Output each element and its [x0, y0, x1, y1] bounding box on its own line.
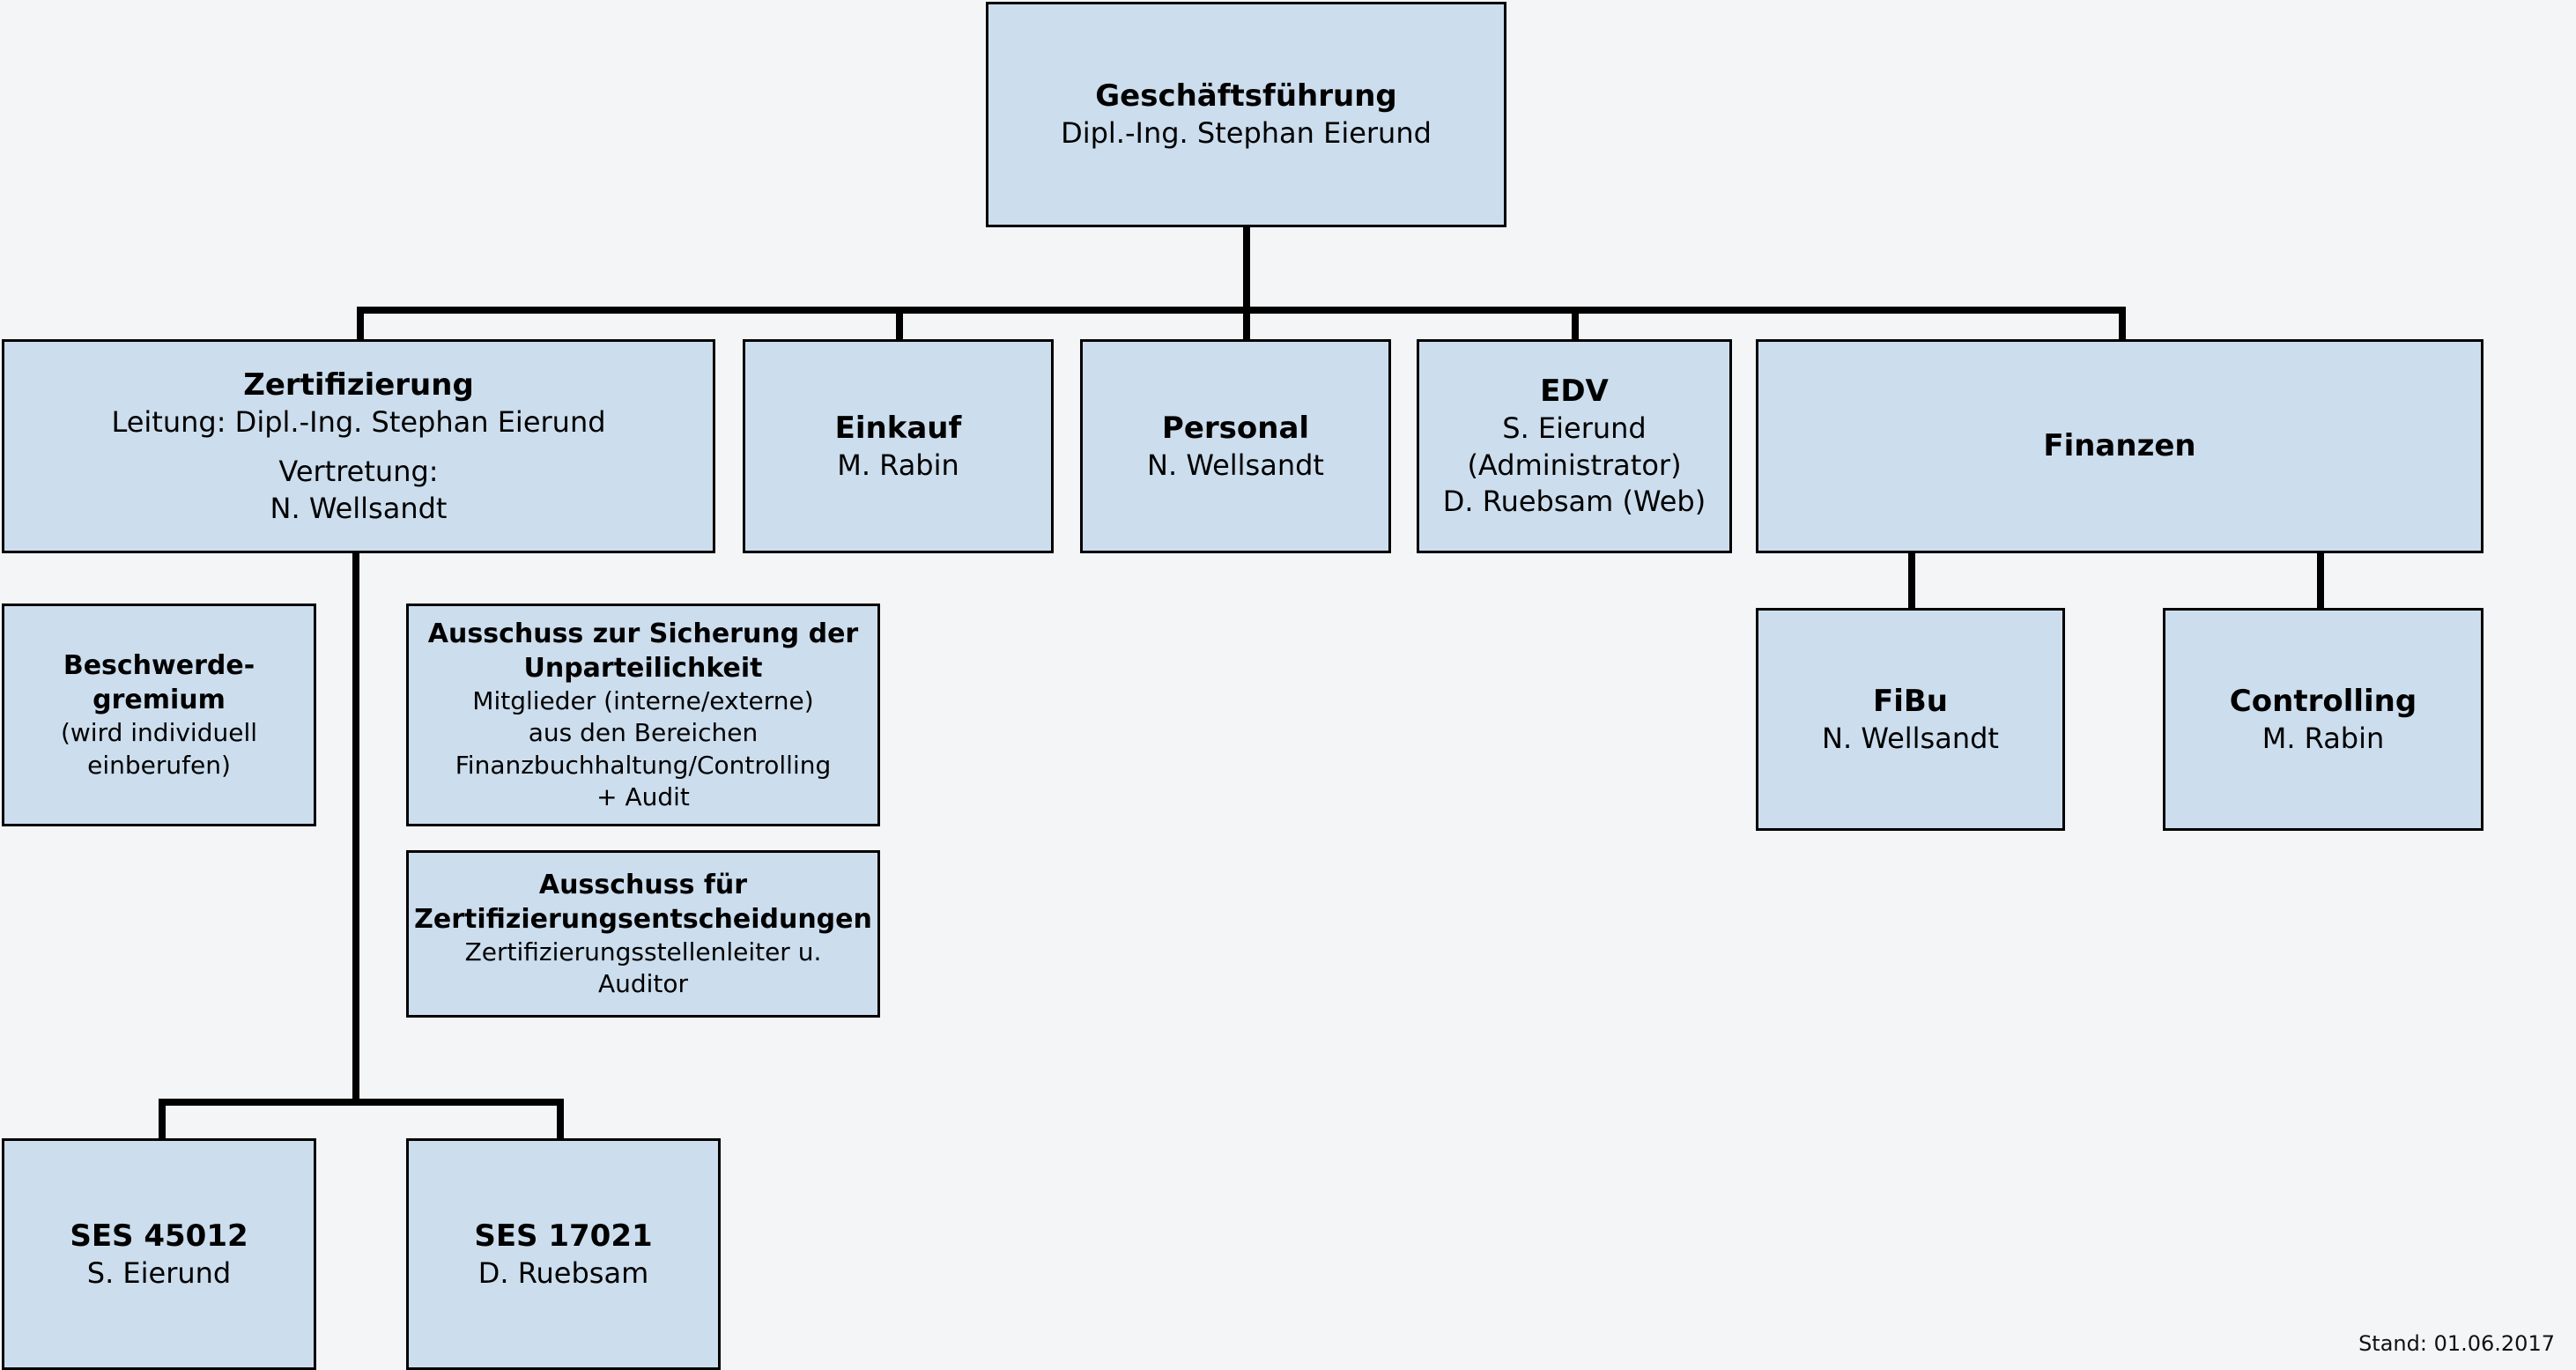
node-title-line1: Ausschuss zur Sicherung der [427, 618, 859, 649]
node-title: Einkauf [834, 410, 962, 446]
node-subtitle: S. Eierund [86, 1255, 232, 1290]
node-ausschuss-zertifizierungsentscheidungen[interactable] [406, 850, 880, 1018]
node-title: Geschäftsführung [1095, 78, 1397, 115]
node-line1: Zertifizierungsstellenleiter u. [464, 937, 822, 966]
node-subtitle: N. Wellsandt [1822, 721, 1999, 755]
node-title: Zertifizierung [243, 367, 474, 403]
node-line2: Auditor [597, 969, 689, 998]
node-ses-45012[interactable] [2, 1138, 316, 1370]
node-vertretung-label: Vertretung: [278, 454, 439, 488]
node-edv[interactable] [1417, 339, 1732, 553]
connector-drop-zertifizierung [357, 307, 364, 342]
node-beschwerdegremium[interactable] [2, 604, 316, 826]
node-geschaeftsfuehrung[interactable] [986, 2, 1506, 227]
node-controlling[interactable] [2163, 608, 2483, 831]
connector-finanzen-controlling [2317, 553, 2324, 610]
connector-drop-ses45012 [159, 1099, 166, 1141]
node-line4: + Audit [596, 781, 690, 811]
node-leitung: Leitung: Dipl.-Ing. Stephan Eierund [111, 405, 606, 439]
footer-date: Stand: 01.06.2017 [2358, 1331, 2555, 1356]
node-line2: aus den Bereichen [528, 718, 759, 748]
node-einkauf[interactable] [743, 339, 1054, 553]
node-web-name: D. Ruebsam (Web) [1442, 485, 1706, 519]
node-subtitle: N. Wellsandt [1147, 448, 1324, 482]
node-subtitle: Dipl.-Ing. Stephan Eierund [1061, 116, 1432, 151]
node-title: Personal [1161, 410, 1310, 446]
node-title: EDV [1540, 374, 1609, 410]
node-title-line2: gremium [93, 685, 226, 716]
connector-drop-einkauf [896, 307, 903, 342]
node-title: Finanzen [2043, 428, 2196, 464]
node-title: FiBu [1873, 683, 1948, 719]
node-finanzen[interactable] [1756, 339, 2483, 553]
node-fibu[interactable] [1756, 608, 2065, 831]
node-title-line1: Beschwerde- [63, 650, 255, 682]
node-ses-17021[interactable] [406, 1138, 721, 1370]
node-title-line2: Zertifizierungsentscheidungen [414, 903, 872, 935]
node-title: SES 17021 [474, 1218, 653, 1254]
connector-drop-finanzen [2119, 307, 2126, 342]
node-subtitle: M. Rabin [2261, 721, 2385, 755]
connector-zertifizierung-trunk [352, 553, 359, 1105]
node-line3: Finanzbuchhaltung/Controlling [455, 750, 832, 780]
node-title-line1: Ausschuss für [538, 869, 748, 900]
node-zertifizierung[interactable] [2, 339, 715, 553]
connector-drop-ses17021 [557, 1099, 564, 1141]
node-personal[interactable] [1080, 339, 1391, 553]
node-vertretung-name: N. Wellsandt [270, 491, 448, 525]
node-title-line2: Unparteilichkeit [523, 652, 763, 684]
connector-finanzen-fibu [1908, 553, 1915, 610]
node-line1: (wird individuell [60, 718, 258, 748]
node-admin-role: (Administrator) [1467, 448, 1682, 482]
node-admin-name: S. Eierund [1502, 411, 1647, 446]
node-line1: Mitglieder (interne/externe) [472, 685, 814, 715]
node-line2: einberufen) [87, 750, 231, 780]
node-title: Controlling [2229, 683, 2417, 719]
node-ausschuss-unparteilichkeit[interactable] [406, 604, 880, 826]
connector-bus-top [357, 307, 2126, 314]
node-title: SES 45012 [70, 1218, 248, 1254]
node-subtitle: D. Ruebsam [477, 1255, 649, 1290]
node-subtitle: M. Rabin [837, 448, 959, 482]
connector-drop-personal [1243, 307, 1250, 342]
connector-drop-edv [1572, 307, 1579, 342]
connector-gf-down [1243, 227, 1250, 311]
connector-ses-bus [159, 1099, 564, 1106]
